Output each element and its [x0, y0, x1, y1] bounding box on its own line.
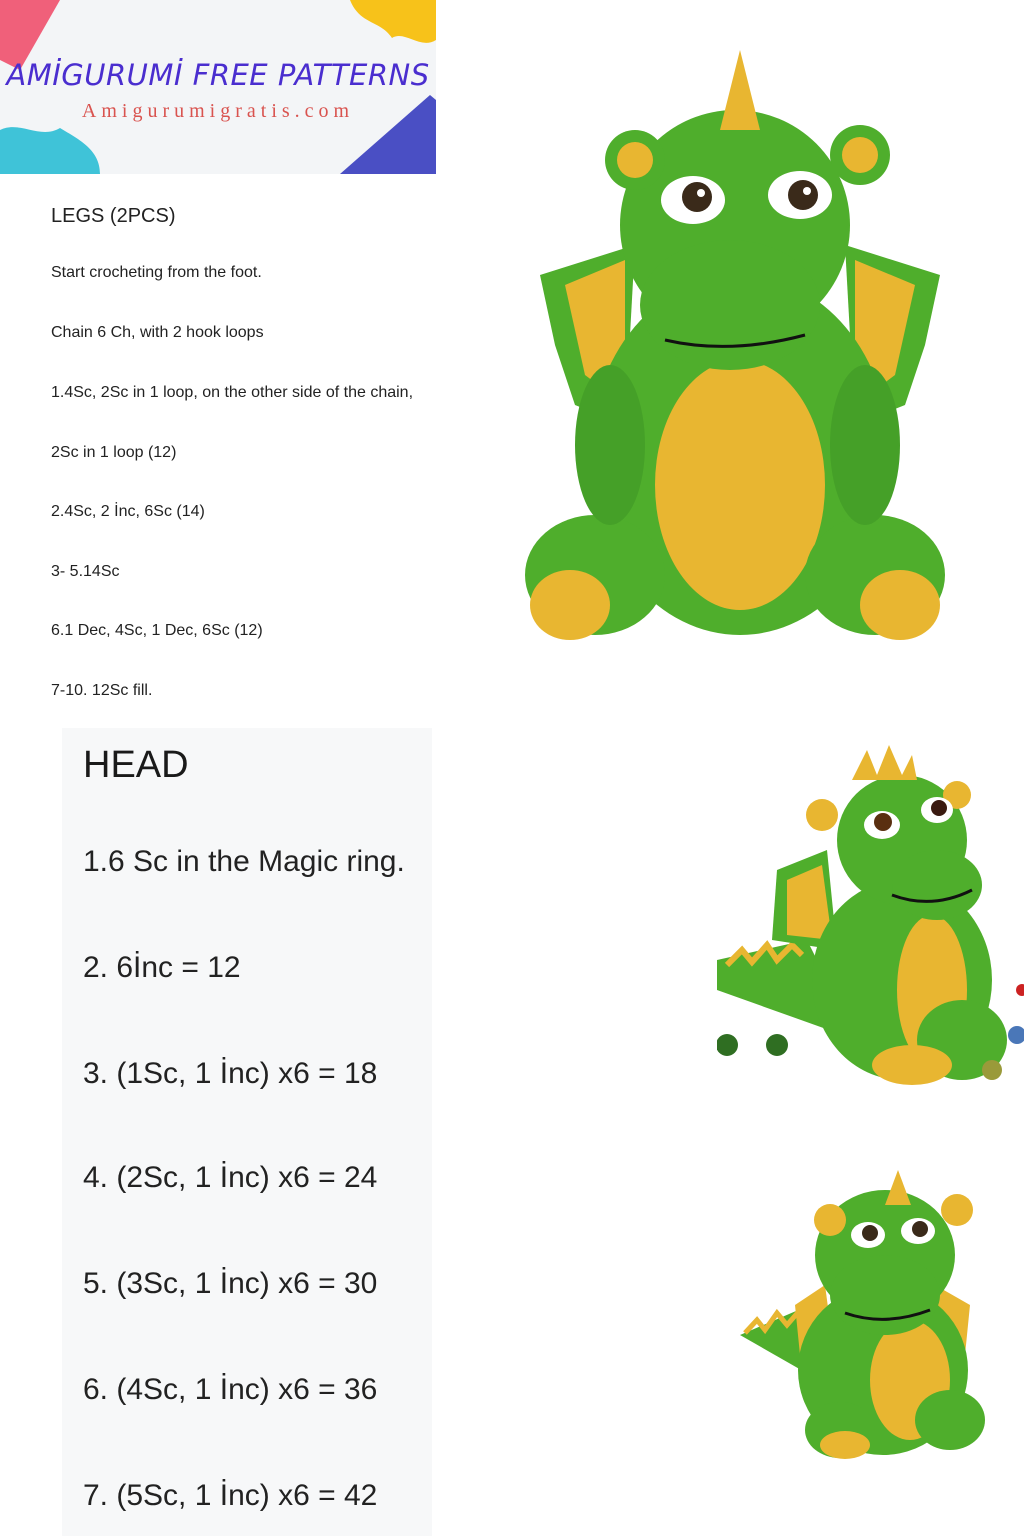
legs-step: Start crocheting from the foot.: [51, 264, 262, 281]
legs-step: 6.1 Dec, 4Sc, 1 Dec, 6Sc (12): [51, 622, 263, 639]
head-step: 7. (5Sc, 1 İnc) x6 = 42: [83, 1479, 378, 1512]
brand-url: Amigurumigratis.com: [81, 100, 355, 122]
brand-title: AMİGURUMİ FREE PATTERNS: [6, 58, 430, 92]
head-step: 4. (2Sc, 1 İnc) x6 = 24: [83, 1161, 378, 1194]
brand-logo: [0, 0, 436, 174]
legs-step: Chain 6 Ch, with 2 hook loops: [51, 324, 264, 341]
dragon-photo-side: [717, 740, 1024, 1090]
dragon-photo-small: [735, 1165, 995, 1460]
head-step: 6. (4Sc, 1 İnc) x6 = 36: [83, 1373, 378, 1406]
legs-step: 2Sc in 1 loop (12): [51, 444, 177, 461]
head-title: HEAD: [83, 744, 189, 786]
legs-step: 3- 5.14Sc: [51, 563, 120, 580]
head-step: 1.6 Sc in the Magic ring.: [83, 845, 405, 878]
head-step: 5. (3Sc, 1 İnc) x6 = 30: [83, 1267, 378, 1300]
legs-title: LEGS (2PCS): [51, 205, 176, 227]
legs-step: 1.4Sc, 2Sc in 1 loop, on the other side of the chain,: [51, 384, 414, 401]
dragon-photo-front: [515, 45, 965, 645]
head-step: 3. (1Sc, 1 İnc) x6 = 18: [83, 1057, 378, 1090]
legs-step: 2.4Sc, 2 İnc, 6Sc (14): [51, 503, 205, 520]
legs-step: 7-10. 12Sc fill.: [51, 682, 153, 699]
head-step: 2. 6İnc = 12: [83, 951, 241, 984]
